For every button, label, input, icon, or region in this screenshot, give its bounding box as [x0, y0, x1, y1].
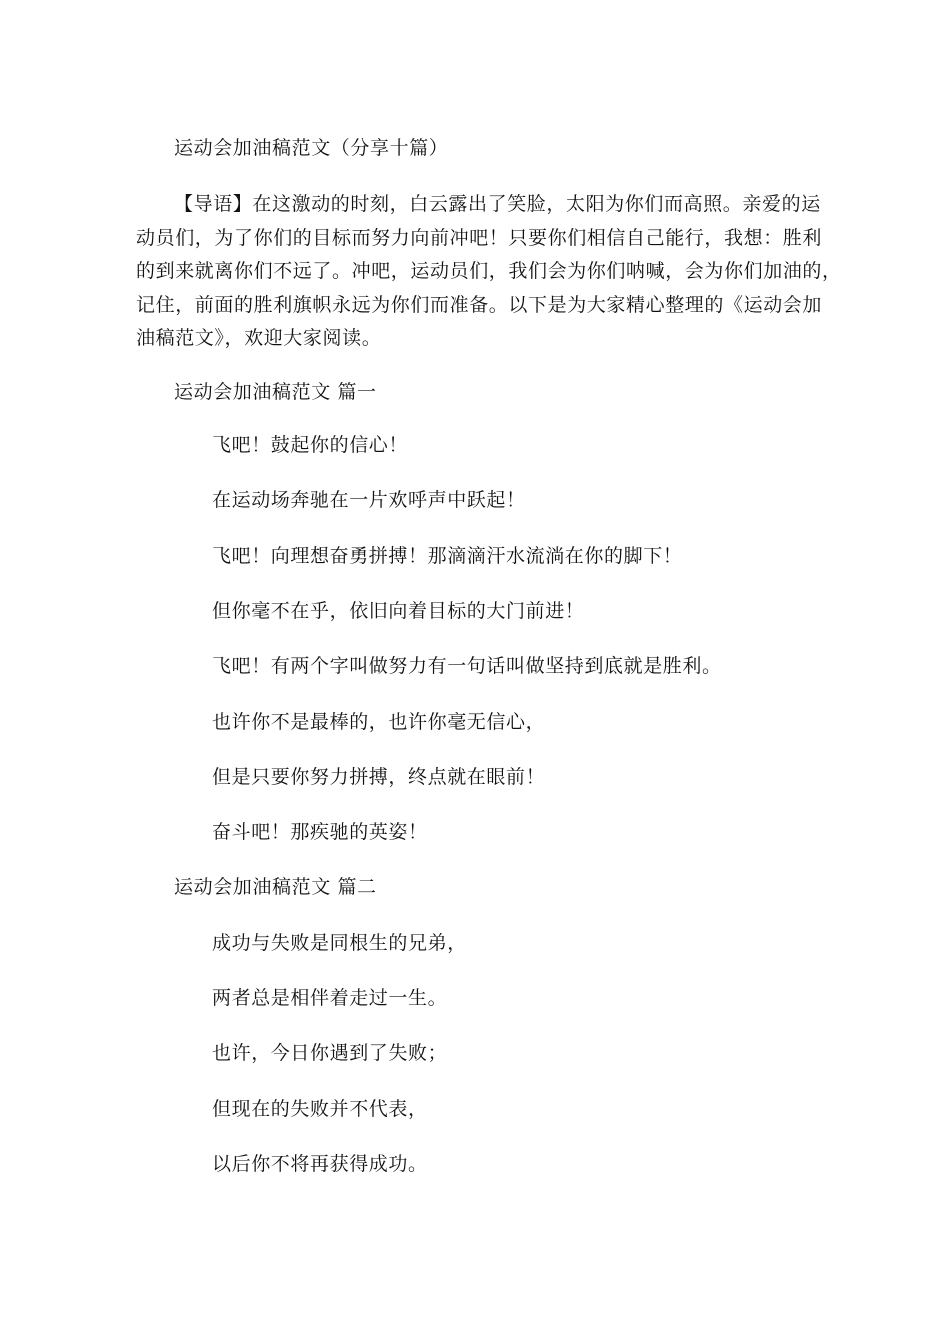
- intro-line: 记住，前面的胜利旗帜永远为你们而准备。以下是为大家精心整理的《运动会加: [136, 293, 823, 316]
- intro-line: 油稿范文》，欢迎大家阅读。: [136, 327, 382, 349]
- section-heading-2: 运动会加油稿范文 篇二: [174, 876, 377, 898]
- intro-line: 的到来就离你们不远了。冲吧，运动员们，我们会为你们呐喊，会为你们加油的，: [136, 260, 842, 282]
- verse-line: 在运动场奔驰在一片欢呼声中跃起！: [212, 489, 526, 511]
- intro-line: 【导语】在这激动的时刻，白云露出了笑脸，太阳为你们而高照。亲爱的运: [174, 193, 821, 215]
- verse-line: 两者总是相伴着走过一生。: [212, 987, 448, 1009]
- verse-line: 飞吧！鼓起你的信心！: [212, 434, 409, 456]
- verse-line: 但现在的失败并不代表，: [212, 1098, 428, 1120]
- intro-line: 动员们，为了你们的目标而努力向前冲吧！只要你们相信自己能行，我想：胜利: [136, 226, 823, 249]
- verse-line: 奋斗吧！那疾驰的英姿！: [212, 821, 428, 843]
- verse-line: 也许，今日你遇到了失败；: [212, 1042, 448, 1064]
- section-heading-1: 运动会加油稿范文 篇一: [174, 381, 377, 403]
- verse-line: 但你毫不在乎，依旧向着目标的大门前进！: [212, 600, 585, 622]
- verse-line: 飞吧！向理想奋勇拼搏！那滴滴汗水流淌在你的脚下！: [212, 545, 683, 567]
- verse-line: 也许你不是最棒的，也许你毫无信心，: [212, 711, 546, 733]
- verse-line: 但是只要你努力拼搏，终点就在眼前！: [212, 766, 546, 788]
- verse-line: 以后你不将再获得成功。: [212, 1153, 428, 1175]
- verse-line: 成功与失败是同根生的兄弟，: [212, 932, 467, 954]
- intro-paragraph: [136, 188, 842, 356]
- verse-line: 飞吧！有两个字叫做努力有一句话叫做坚持到底就是胜利。: [212, 655, 722, 677]
- document-title: 运动会加油稿范文（分享十篇）: [174, 137, 449, 159]
